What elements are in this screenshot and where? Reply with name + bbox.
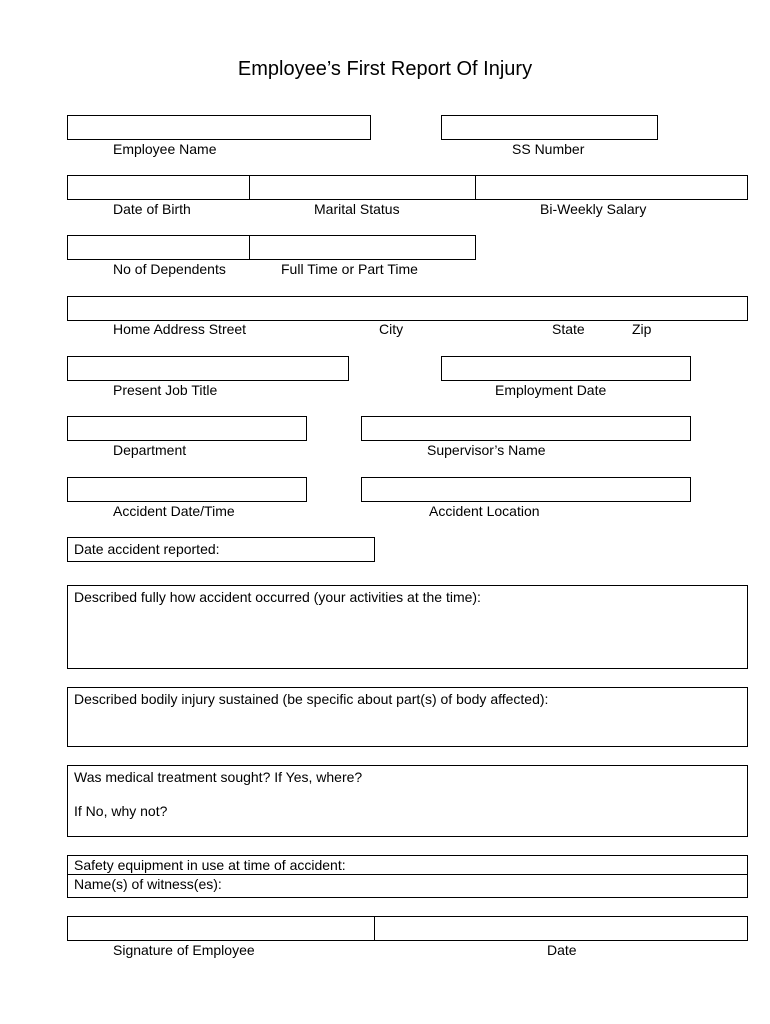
date-of-birth-label: Date of Birth bbox=[113, 201, 191, 217]
home-address-street-label: Home Address Street bbox=[113, 321, 247, 337]
bodily-injury-field[interactable] bbox=[67, 687, 748, 747]
department-field[interactable] bbox=[67, 416, 307, 441]
page-title: Employee’s First Report Of Injury bbox=[237, 58, 533, 80]
no-of-dependents-field[interactable] bbox=[67, 235, 250, 260]
if-no-label: If No, why not? bbox=[74, 803, 168, 819]
accident-location-field[interactable] bbox=[361, 477, 691, 502]
employment-date-field[interactable] bbox=[441, 356, 691, 381]
marital-status-label: Marital Status bbox=[314, 201, 400, 217]
bodily-injury-label: Described bodily injury sustained (be specific about part(s) of body affected): bbox=[74, 691, 549, 707]
safety-equipment-label: Safety equipment in use at time of accident: bbox=[74, 857, 346, 873]
signature-date-label: Date bbox=[547, 942, 577, 958]
supervisors-name-label: Supervisor’s Name bbox=[427, 442, 546, 458]
accident-date-time-label: Accident Date/Time bbox=[113, 503, 235, 519]
safety-equipment-field[interactable] bbox=[67, 855, 748, 875]
home-address-field[interactable] bbox=[67, 296, 748, 321]
accident-description-label: Described fully how accident occurred (your activities at the time): bbox=[74, 589, 481, 605]
medical-treatment-label: Was medical treatment sought? If Yes, where? bbox=[74, 769, 363, 785]
department-label: Department bbox=[113, 442, 187, 458]
signature-of-employee-label: Signature of Employee bbox=[113, 942, 255, 958]
date-of-birth-field[interactable] bbox=[67, 175, 250, 200]
bi-weekly-salary-field[interactable] bbox=[475, 175, 748, 200]
date-accident-reported-field[interactable] bbox=[67, 537, 375, 562]
full-time-part-time-field[interactable] bbox=[249, 235, 476, 260]
zip-label: Zip bbox=[632, 321, 652, 337]
witnesses-label: Name(s) of witness(es): bbox=[74, 876, 222, 892]
bi-weekly-salary-label: Bi-Weekly Salary bbox=[540, 201, 647, 217]
signature-date-field[interactable] bbox=[374, 916, 748, 941]
medical-treatment-field[interactable] bbox=[67, 765, 748, 837]
accident-location-label: Accident Location bbox=[429, 503, 540, 519]
marital-status-field[interactable] bbox=[249, 175, 476, 200]
accident-description-field[interactable] bbox=[67, 585, 748, 669]
present-job-title-label: Present Job Title bbox=[113, 382, 218, 398]
ss-number-field[interactable] bbox=[441, 115, 658, 140]
accident-date-time-field[interactable] bbox=[67, 477, 307, 502]
supervisors-name-field[interactable] bbox=[361, 416, 691, 441]
signature-of-employee-field[interactable] bbox=[67, 916, 375, 941]
full-time-part-time-label: Full Time or Part Time bbox=[281, 261, 418, 277]
date-accident-reported-label: Date accident reported: bbox=[74, 541, 220, 557]
employment-date-label: Employment Date bbox=[495, 382, 607, 398]
present-job-title-field[interactable] bbox=[67, 356, 349, 381]
employee-name-label: Employee Name bbox=[113, 141, 217, 157]
city-label: City bbox=[379, 321, 404, 337]
employee-name-field[interactable] bbox=[67, 115, 371, 140]
no-of-dependents-label: No of Dependents bbox=[113, 261, 226, 277]
state-label: State bbox=[552, 321, 585, 337]
ss-number-label: SS Number bbox=[512, 141, 585, 157]
